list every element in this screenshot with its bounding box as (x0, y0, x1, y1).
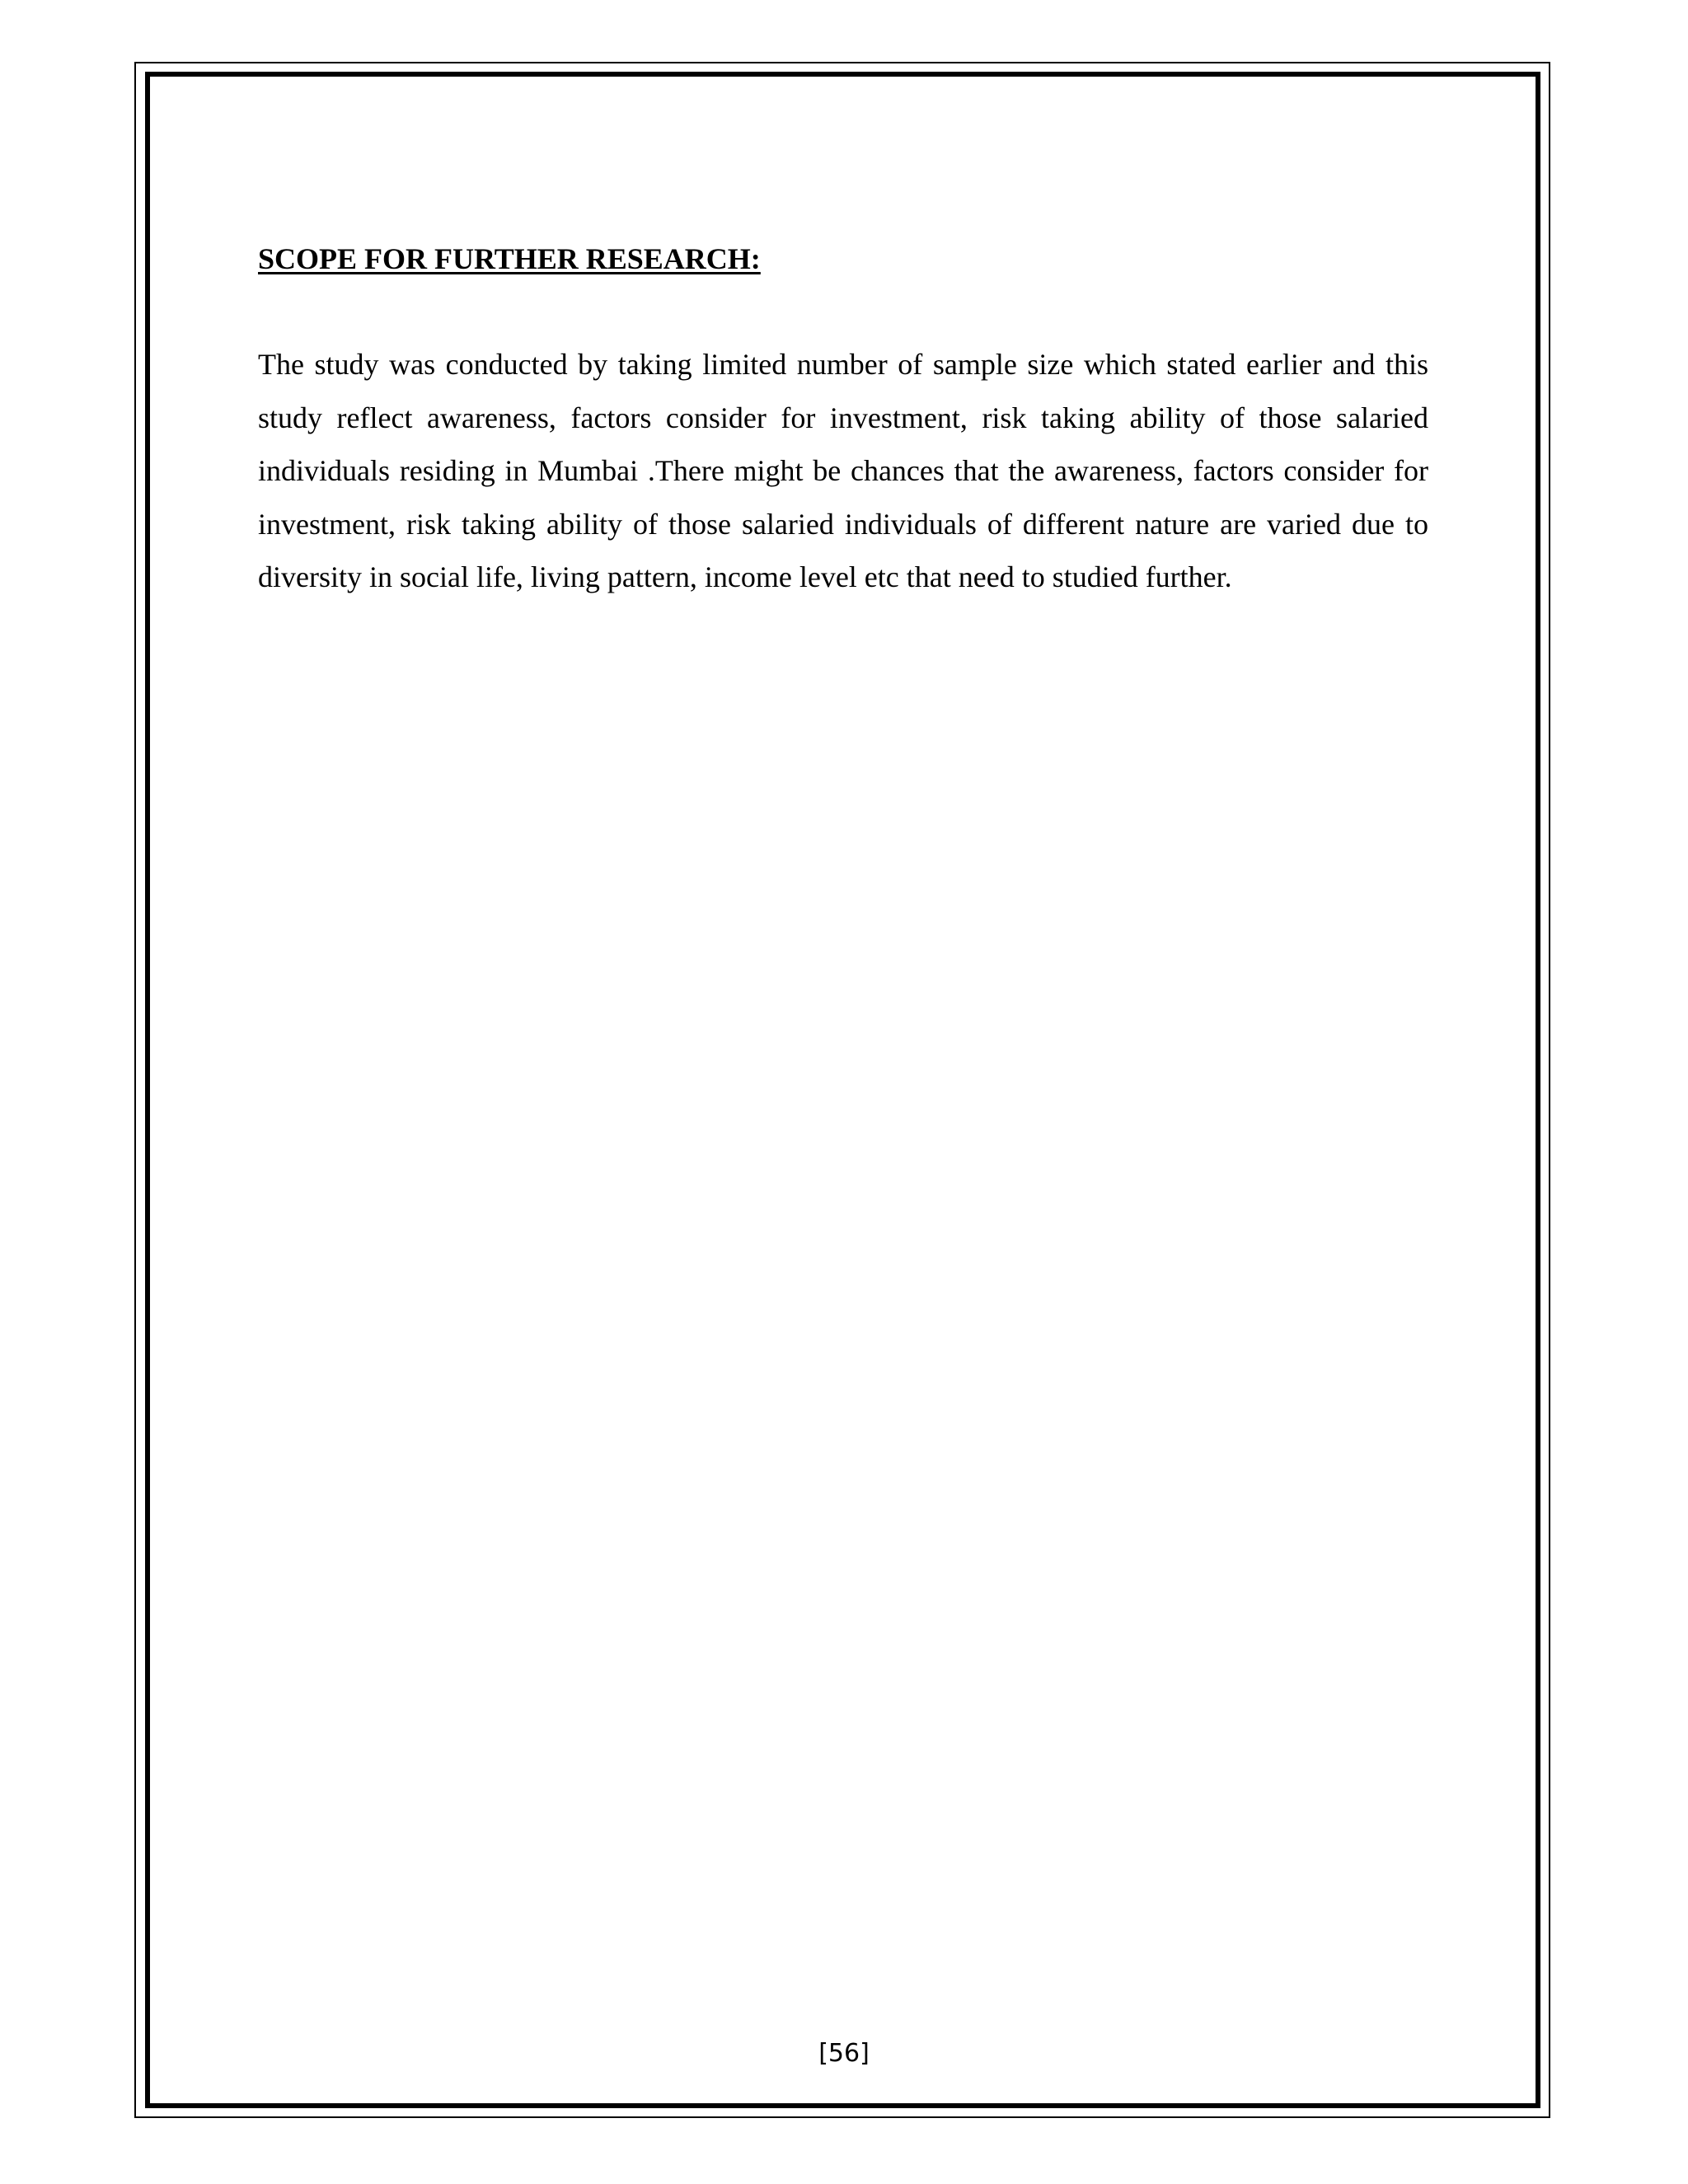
body-paragraph: The study was conducted by taking limited number of sample size which stated earlier and this study reflect awareness, factors consider for investment, risk taking ability of those salaried individuals residing in Mumbai .There might be chances that the awareness, factors consider for investment, risk taking ability of those salaried individuals of different nature are varied due to diversity in social life, living pattern, income level etc that need to studied further. (258, 348, 1428, 594)
page-content (258, 237, 1428, 604)
page-number: [56] (818, 2039, 870, 2068)
section-heading: SCOPE FOR FURTHER RESEARCH: (258, 242, 761, 275)
